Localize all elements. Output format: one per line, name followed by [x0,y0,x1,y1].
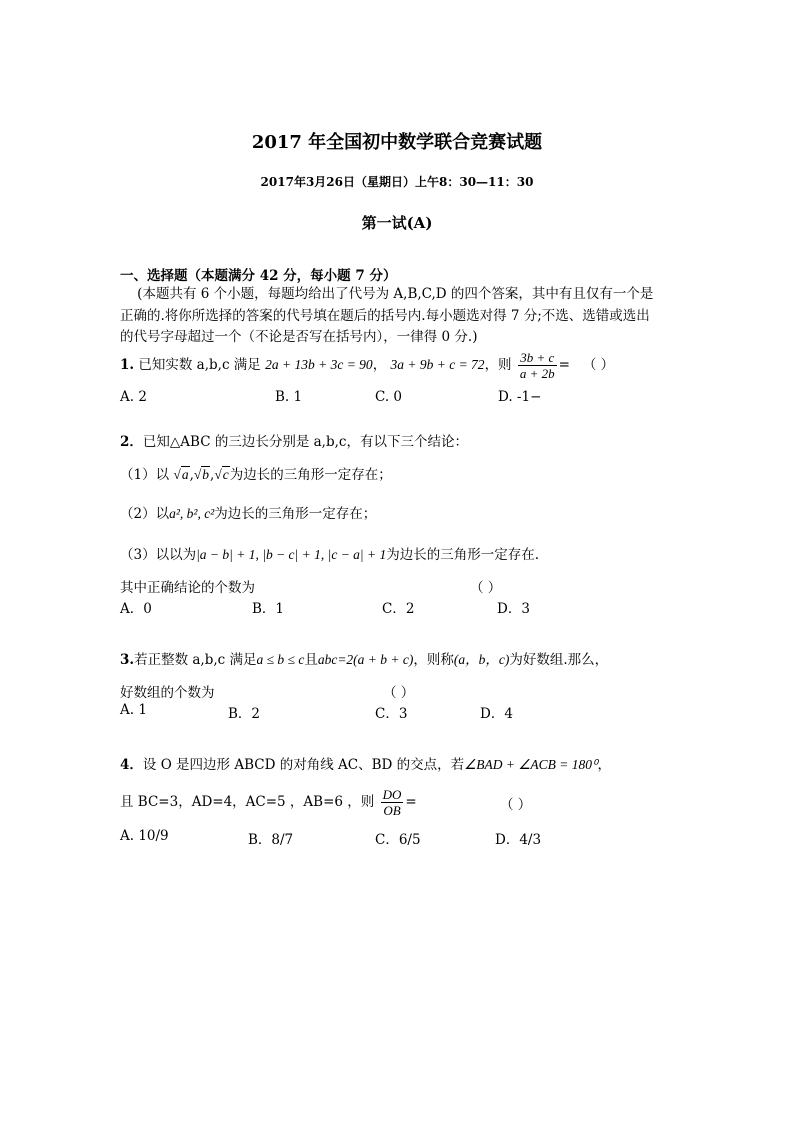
option-1d: D. -1− [498,389,542,405]
question-4-line-2-b: = [405,794,417,810]
question-1-fraction-numerator: 3b + c [518,350,557,366]
question-2-item-2-math: a², b², c² [169,506,215,521]
option-3d: D．4 [480,706,513,722]
sqrt-c: √c [214,467,229,482]
question-3-stem-c: ，则称 [413,652,454,668]
question-2 [120,430,468,450]
question-3-line-2: 好数组的个数为 [120,685,215,701]
question-3-stem-a: 若正整数 a,b,c 满足 [134,652,257,668]
option-4b: B．8/7 [248,832,294,848]
question-2-item-3-math: |a − b| + 1, |b − c| + 1, |c − a| + 1 [196,547,387,562]
section-intro [120,284,660,349]
question-2-number: 2． [120,434,143,450]
question-1-stem-a: 已知实数 a,b,c 满足 [138,357,261,373]
answer-bracket-3: （ ） [383,685,415,701]
question-2-stem: 已知△ABC 的三边长分别是 a,b,c，有以下三个结论： [142,434,468,450]
question-4-line-2 [120,787,417,818]
question-2-conclusion: 其中正确结论的个数为 [120,580,255,596]
question-4-fraction-denominator: OB [383,803,401,818]
option-1a: A. 2 [120,389,147,405]
part-heading: 第一试(A) [361,214,433,232]
option-4c: C．6/5 [375,832,421,848]
question-4-fraction [381,787,404,818]
question-3-stem-d: 为好数组.那么， [509,652,609,668]
question-3 [120,648,608,668]
question-2-item-2-a: （2）以 [120,506,170,522]
option-2b: B．1 [252,601,285,617]
option-3a: A. 1 [120,702,147,718]
question-2-item-2-b: 为边长的三角形一定存在； [214,506,377,522]
question-3-stem-b: 且 [304,652,318,668]
option-2d: D．3 [497,601,530,617]
question-2-item-1: （1）以 √a,√b,√c为边长的三角形一定存在； [120,467,392,483]
exam-date: 2017年3月26日（星期日）上午8：30—11：30 [260,175,534,189]
option-3b: B．2 [228,706,261,722]
question-4-line-2-a: 且 BC=3，AD=4，AC=5 ，AB=6 ，则 [120,794,375,810]
question-4-stem-a: 设 O 是四边形 ABCD 的对角线 AC、BD 的交点，若 [142,757,465,773]
question-2-item-2 [120,502,376,522]
answer-bracket-1: （ ） [582,357,615,373]
question-3-math-1: a ≤ b ≤ c [256,652,305,667]
question-2-item-1-a: （1）以 [120,467,170,483]
option-1b: B. 1 [275,389,303,405]
question-4-math: ∠BAD + ∠ACB = 180⁰ [464,757,598,772]
option-2c: C．2 [382,601,415,617]
question-4-fraction-numerator: DO [382,787,402,802]
question-1-stem-b: ，则 [484,357,512,373]
sqrt-a: √a [173,467,189,482]
page-title: 2017 年全国初中数学联合竞赛试题 [251,132,543,153]
answer-bracket-4: （ ） [500,797,532,813]
option-2a: A．0 [120,601,152,617]
question-3-number: 3. [120,652,135,668]
section-heading: 一、选择题（本题满分 42 分，每小题 7 分） [120,268,397,284]
question-3-math-3: (a，b，c) [453,652,510,667]
question-1-fraction [518,350,557,381]
question-1-fraction-denominator: a + 2b [519,366,555,381]
option-4d: D．4/3 [495,832,542,848]
sqrt-b: √b [193,467,210,482]
question-1-stem-c: = [558,357,570,373]
question-4-number: 4． [120,757,143,773]
question-1-number: 1. [120,357,135,373]
option-3c: C．3 [375,706,408,722]
question-2-item-1-b: 为边长的三角形一定存在； [229,467,392,483]
question-2-item-3 [120,543,539,563]
question-4-stem-b: ， [597,757,611,773]
question-1-equation-2: 3a + 9b + c = 72 [390,357,485,372]
question-3-math-2: abc=2(a + b + c) [317,652,414,667]
question-4 [120,753,611,773]
answer-bracket-2: （ ） [470,580,502,596]
section-intro-text: (本题共有 6 个小题，每题均给出了代号为 A,B,C,D 的四个答案，其中有且仅有一个是正确的.将你所选择的答案的代号填在题后的括号内.每小题选对得 7 分;不选、选错或选出的代号字母超过一个（不论是否写在括号内），一律得 0 分.) [120,286,654,345]
question-2-item-3-b: 为边长的三角形一定存在. [386,547,540,563]
question-1 [120,350,614,381]
question-1-sep: ， [372,357,387,373]
question-2-item-3-a: （3）以以为 [120,547,197,563]
option-4a: A. 10/9 [120,828,169,844]
option-1c: C. 0 [375,389,403,405]
question-1-equation-1: 2a + 13b + 3c = 90 [265,357,373,372]
